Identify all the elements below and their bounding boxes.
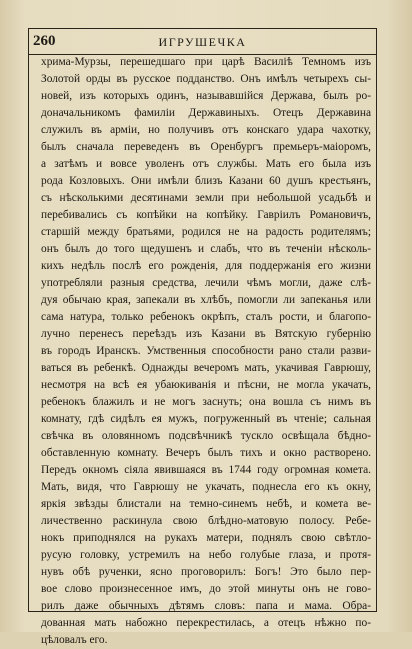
text-line: Золотой орды въ русское подданство. Онъ имѣлъ четырехъ сы- — [41, 73, 371, 85]
text-line: перебивались съ копѣйки на копѣйку. Гавріилъ Романовичъ, — [41, 209, 371, 221]
text-line: цѣловалъ его. — [41, 634, 108, 646]
text-line: личественно раскинула свою блѣдно-матовую полосу. Ребе- — [41, 515, 371, 527]
text-line: старшій между братьями, родился не на радость родителямъ; — [41, 226, 371, 238]
text-line: сама натура, только ребенокъ окрѣпъ, сталъ рости, и благопо- — [41, 311, 371, 323]
text-line: дованная мать набожно перекрестилась, а отецъ нѣжно по- — [41, 617, 371, 629]
text-line: обставленную комнату. Вечеръ былъ тихъ и окно растворено. — [41, 447, 371, 459]
text-line: новей, изъ которыхъ одинъ, называвшійся Державa, былъ ро- — [41, 90, 371, 102]
page-number: 260 — [33, 33, 56, 49]
text-line: служилъ въ арміи, но получивъ отъ конскаго удара чахотку, — [41, 124, 371, 136]
text-line: рода Козловыхъ. Они имѣли близъ Казани 60 душъ крестьянъ, — [41, 175, 371, 187]
text-line: а затѣмъ и вовсе уволенъ отъ службы. Мать его была изъ — [41, 158, 371, 170]
body-text — [41, 54, 371, 649]
running-title: ИГРУШЕЧКА — [158, 35, 247, 49]
text-line: лучно перенесъ переѣздъ изъ Казани въ Вятскую губернію — [41, 328, 371, 340]
text-line: нокъ приподнялся на рукахъ матери, поднялъ свою свѣтло- — [41, 532, 371, 544]
page-header — [29, 29, 376, 55]
text-line: ребенокъ блажилъ и не могъ заснуть; она вошла съ нимъ въ — [41, 396, 371, 408]
text-line: Передъ окномъ сіяла явившаяся въ 1744 году огромная комета. — [41, 464, 371, 476]
text-line: рилъ даже обычныхъ дѣтямъ словъ: папа и мама. Обра- — [41, 600, 371, 612]
page-frame — [28, 28, 377, 646]
text-line: яркія звѣзды блистали на темно-синемъ небѣ, и комета ве- — [41, 498, 371, 510]
text-line: комнату, гдѣ сидѣлъ ея мужъ, погруженный въ чтеніе; сальная — [41, 413, 371, 425]
text-line: нувъ обѣ рученки, ясно проговорилъ: Богъ! Это было пер- — [41, 566, 371, 578]
text-line: кихъ недѣль послѣ его рожденія, для поддержанія его жизни — [41, 260, 371, 272]
text-line: дуя обычаю края, запекали въ хлѣбъ, помогли ли запеканья или — [41, 294, 371, 306]
text-line: доначальникомъ фамиліи Державиныхъ. Отецъ Державина — [41, 107, 371, 119]
text-line: употребляли разныя средства, лечили чѣмъ могли, даже слѣ- — [41, 277, 371, 289]
text-line: былъ сначала переведенъ въ Оренбургъ премьеръ-маіоромъ, — [41, 141, 371, 153]
text-line: ваться въ ребенкѣ. Однажды вечеромъ мать, укачивая Гаврюшу, — [41, 362, 371, 374]
text-line: вое слово произнесенное имъ, до этой минуты онъ не гово- — [41, 583, 371, 595]
text-line: онъ былъ до того щедушенъ и слабъ, что въ теченіи нѣсколь- — [41, 243, 371, 255]
text-line: несмотря на всѣ ея убаюкиванія и пѣсни, не могла укачать, — [41, 379, 371, 391]
text-line: русую головку, устремилъ на небо голубые глаза, и протя- — [41, 549, 371, 561]
text-line: Мать, видя, что Гаврюшу не укачать, поднесла его къ окну, — [41, 481, 371, 493]
text-line: свѣчка въ оловянномъ подсвѣчникѣ тускло освѣщала бѣдно- — [41, 430, 371, 442]
text-line: съ нѣсколькими десятинами земли при небольшой усадьбѣ и — [41, 192, 371, 204]
text-line: въ городъ Иранскъ. Умственныя способности рано стали разви- — [41, 345, 371, 357]
text-line: хрима-Мурзы, перешедшаго при царѣ Василіѣ Темномъ изъ — [41, 56, 371, 68]
